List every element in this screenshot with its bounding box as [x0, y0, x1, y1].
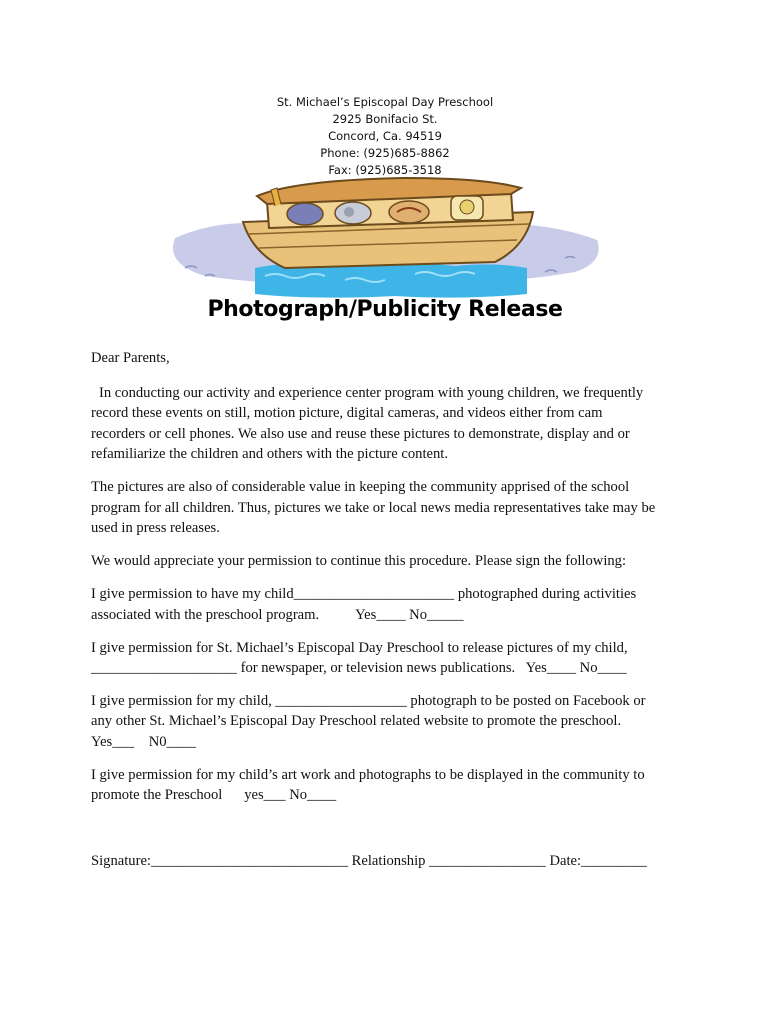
permission-website [91, 691, 691, 753]
letter-body [91, 348, 691, 871]
permission-activities [91, 584, 691, 625]
community-paragraph [91, 477, 691, 539]
text-line: The pictures are also of considerable value in keeping the community apprised of the school [91, 478, 630, 495]
text-line: promote the Preschool yes___ No____ [91, 787, 337, 804]
text-line: I give permission for St. Michael’s Episcopal Day Preschool to release pictures of my child, [91, 639, 628, 656]
text-line: I give permission for my child, __________________ photograph to be posted on Facebook or [91, 692, 646, 709]
request-paragraph: We would appreciate your permission to continue this procedure. Please sign the following: [91, 552, 627, 569]
noahs-ark-illustration [165, 176, 607, 300]
document-title: Photograph/Publicity Release [207, 297, 563, 322]
text-line: Yes___ N0____ [91, 733, 196, 750]
signature-line: Signature:___________________________ Relationship ________________ Date:_________ [91, 852, 647, 869]
text-line: record these events on still, motion picture, digital cameras, and videos either from cam [91, 405, 603, 422]
text-line: In conducting our activity and experience center program with young children, we frequently [99, 384, 644, 401]
school-name: St. Michael’s Episcopal Day Preschool [276, 95, 494, 109]
text-line: refamiliarize the children and others with the picture content. [91, 446, 448, 463]
school-fax: Fax: (925)685-3518 [328, 163, 442, 177]
school-phone: Phone: (925)685-8862 [320, 146, 450, 160]
salutation: Dear Parents, [91, 350, 170, 366]
text-line: ____________________ for newspaper, or television news publications. Yes____ No____ [91, 660, 627, 677]
text-line: program for all children. Thus, pictures we take or local news media representatives take may be [91, 499, 656, 516]
school-address: 2925 Bonifacio St. [332, 112, 438, 126]
school-city: Concord, Ca. 94519 [328, 129, 442, 143]
intro-paragraph [91, 383, 691, 465]
text-line: any other St. Michael’s Episcopal Day Preschool related website to promote the preschool. [91, 713, 622, 730]
text-line: associated with the preschool program. Yes____ No_____ [91, 606, 464, 623]
text-line: I give permission to have my child______________________ photographed during activities [91, 586, 637, 603]
permission-media [91, 638, 691, 679]
text-line: recorders or cell phones. We also use and reuse these pictures to demonstrate, display and or [91, 425, 630, 442]
text-line: I give permission for my child’s art work and photographs to be displayed in the community to [91, 766, 645, 783]
letterhead [0, 94, 770, 179]
permission-artwork [91, 765, 691, 806]
text-line: used in press releases. [91, 520, 220, 537]
